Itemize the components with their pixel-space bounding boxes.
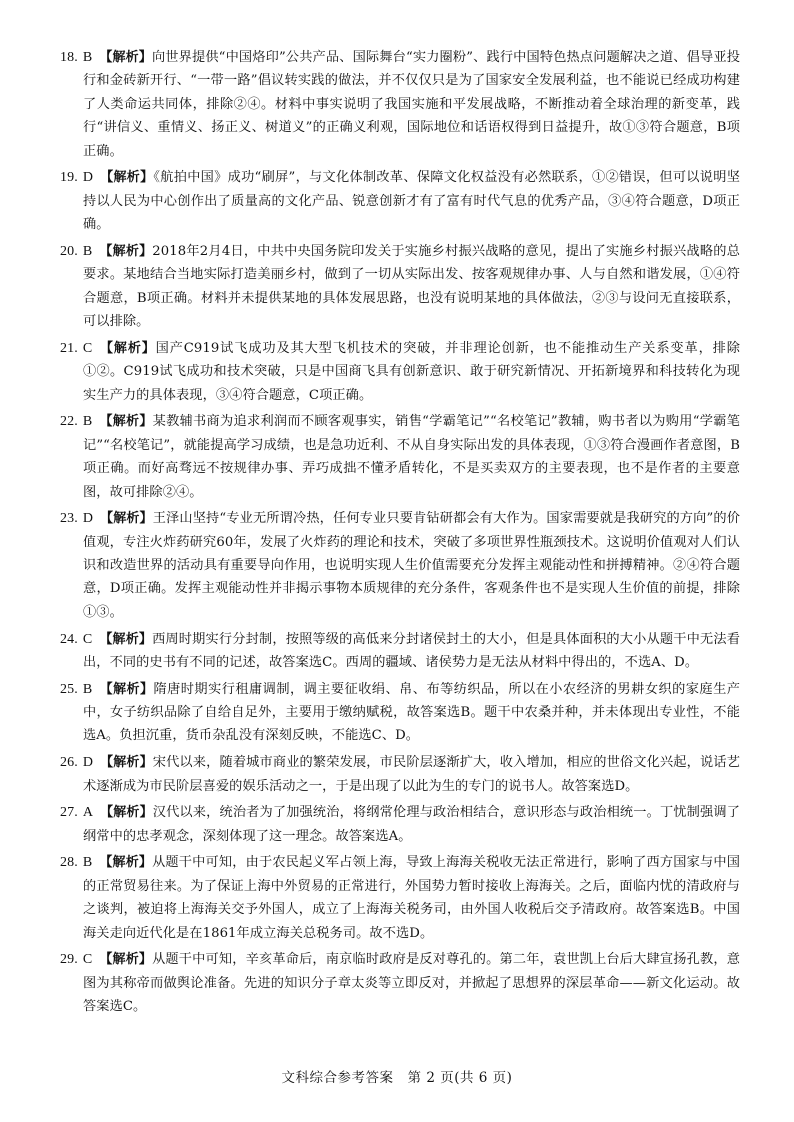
- answer-letter: B: [82, 855, 93, 871]
- answer-item-29: [60, 948, 740, 1018]
- analysis-text: 宋代以来，随着城市商业的繁荣发展，市民阶层逐渐扩大，收入增加，相应的世俗文化兴起，说话艺术逐渐成为市民阶层喜爱的娱乐活动之一，于是出现了以此为生的专门的说书人。故答案选D。: [83, 755, 740, 794]
- answer-letter: A: [82, 805, 94, 821]
- analysis-tag: 【解析】: [99, 952, 153, 968]
- question-number: 21.: [60, 340, 78, 356]
- question-number: 27.: [60, 805, 78, 821]
- answer-item-18: [60, 46, 740, 163]
- analysis-tag: 【解析】: [100, 170, 154, 186]
- analysis-text: 向世界提供“中国烙印”公共产品、国际舞台“实力圈粉”、践行中国特色热点问题解决之道、倡导亚投行和金砖新开行、“一带一路”倡议转实践的做法，并不仅仅只是为了国家安全发展利益，也不能说已经成功构建了人类命运共同体，排除②④。材料中事实说明了我国实施和平发展战略，不断推动着全球治理的新变革，践行“讲信义、重情义、扬正义、树道义”的正确义利观，国际地位和话语权得到日益提升，故①③符合题意，B项正确。: [83, 50, 740, 159]
- analysis-text: 西周时期实行分封制，按照等级的高低来分封诸侯封土的大小，但是具体面积的大小从题干中无法看出，不同的史书有不同的记述，故答案选C。西周的疆域、诸侯势力是无法从材料中得出的，不选A、D。: [83, 631, 740, 670]
- answer-item-26: [60, 751, 740, 798]
- analysis-tag: 【解析】: [100, 511, 153, 527]
- answer-item-24: [60, 628, 740, 675]
- analysis-tag: 【解析】: [99, 855, 153, 871]
- analysis-tag: 【解析】: [99, 50, 152, 65]
- answer-letter: B: [82, 243, 93, 259]
- analysis-tag: 【解析】: [99, 340, 156, 356]
- answer-letter: B: [82, 681, 93, 697]
- question-number: 24.: [60, 631, 78, 647]
- analysis-tag: 【解析】: [99, 243, 153, 259]
- question-number: 23.: [60, 511, 78, 527]
- analysis-text: 从题干中可知，由于农民起义军占领上海，导致上海海关税收无法正常进行，影响了西方国家与中国的正常贸易往来。为了保证上海中外贸易的正常进行，外国势力暂时接收上海海关。之后，面临内忧的清政府与之谈判，被迫将上海海关交予外国人，成立了上海海关税务司，由外国人收税后交予清政府。故答案选B。中国海关走向近代化是在1861年成立海关总税务司。故不选D。: [83, 855, 740, 941]
- analysis-tag: 【解析】: [100, 755, 153, 771]
- question-number: 19.: [60, 170, 78, 186]
- analysis-text: 从题干中可知，辛亥革命后，南京临时政府是反对尊孔的。第二年，袁世凯上台后大肆宣扬孔教，意图为其称帝而做舆论准备。先进的知识分子章太炎等立即反对，并掀起了思想界的深层革命——新文化运动。故答案选C。: [83, 952, 740, 1015]
- answer-item-20: [60, 240, 740, 334]
- answer-letter: B: [82, 50, 93, 65]
- analysis-text: 国产C919试飞成功及其大型飞机技术的突破，并非理论创新，也不能推动生产关系变革，排除①②。C919试飞成功和技术突破，只是中国商飞具有创新意识、敢于研究新情况、开拓新境界和科技转化为现实生产力的具体表现，③④符合题意，C项正确。: [83, 340, 741, 403]
- analysis-tag: 【解析】: [100, 805, 153, 821]
- answer-item-25: [60, 678, 740, 748]
- answer-letter: D: [82, 170, 94, 186]
- answer-letter: B: [82, 414, 93, 430]
- question-number: 26.: [60, 755, 78, 771]
- analysis-text: 隋唐时期实行租庸调制，调主要征收绢、帛、布等纺织品，所以在小农经济的男耕女织的家庭生产中，女子纺织品除了自给自足外，主要用于缴纳赋税，故答案选B。题干中农桑并种，并未体现出专业性，不能选A。负担沉重，货币杂乱没有深刻反映，不能选C、D。: [83, 681, 741, 744]
- question-number: 28.: [60, 855, 78, 871]
- answer-item-28: [60, 851, 740, 945]
- answer-item-27: [60, 801, 740, 848]
- answer-item-23: [60, 507, 740, 624]
- answer-item-22: [60, 410, 740, 504]
- analysis-text: 王泽山坚持“专业无所谓冷热，任何专业只要肯钻研都会有大作为。国家需要就是我研究的方向”的价值观，专注火炸药研究60年，发展了火炸药的理论和技术，突破了多项世界性瓶颈技术。这说明价值观对人们认识和改造世界的活动具有重要导向作用，也说明实现人生价值需要充分发挥主观能动性和拼搏精神。②④符合题意，D项正确。发挥主观能动性并非揭示事物本质规律的充分条件，客观条件也不是实现人生价值的前提，排除①③。: [83, 511, 741, 620]
- answer-letter: D: [82, 511, 94, 527]
- question-number: 20.: [60, 243, 78, 259]
- analysis-tag: 【解析】: [99, 681, 154, 697]
- analysis-text: 《航拍中国》成功“刷屏”，与文化体制改革、保障文化权益没有必然联系，①②错误，但可以说明坚持以人民为中心创作出了质量高的文化产品、锐意创新才有了富有时代气息的优秀产品，③④符合题意，D项正确。: [83, 170, 740, 233]
- question-number: 18.: [60, 50, 78, 65]
- analysis-text: 汉代以来，统治者为了加强统治，将纲常伦理与政治相结合，意识形态与政治相统一。丁忧制强调了纲常中的忠孝观念，深刻体现了这一理念。故答案选A。: [83, 805, 740, 844]
- analysis-tag: 【解析】: [99, 631, 153, 647]
- question-number: 29.: [60, 952, 78, 968]
- analysis-tag: 【解析】: [99, 414, 153, 430]
- answer-letter: C: [82, 631, 93, 647]
- question-number: 22.: [60, 414, 78, 430]
- answer-item-21: [60, 337, 740, 407]
- answer-letter: C: [82, 952, 93, 968]
- analysis-text: 某教辅书商为追求利润而不顾客观事实，销售“学霸笔记”“名校笔记”教辅，购书者以为购用“学霸笔记”“名校笔记”，就能提高学习成绩，也是急功近利、不从自身实际出发的具体表现，①③符合漫画作者意图，B项正确。而好高骛远不按规律办事、弄巧成拙不懂矛盾转化，不是买卖双方的主要表现，也不是作者的主要意图，故可排除②④。: [83, 414, 740, 500]
- analysis-text: 2018年2月4日，中共中央国务院印发关于实施乡村振兴战略的意见，提出了实施乡村振兴战略的总要求。某地结合当地实际打造美丽乡村，做到了一切从实际出发、按客观规律办事、人与自然和谐发展，①④符合题意，B项正确。材料并未提供某地的具体发展思路，也没有说明某地的具体做法，②③与设问无直接联系，可以排除。: [83, 243, 740, 330]
- answer-list: [60, 46, 740, 1022]
- answer-letter: C: [82, 340, 93, 356]
- answer-letter: D: [82, 755, 94, 771]
- answer-item-19: [60, 166, 740, 236]
- page-footer: 文科综合参考答案 第 2 页(共 6 页): [281, 1070, 513, 1086]
- question-number: 25.: [60, 681, 78, 697]
